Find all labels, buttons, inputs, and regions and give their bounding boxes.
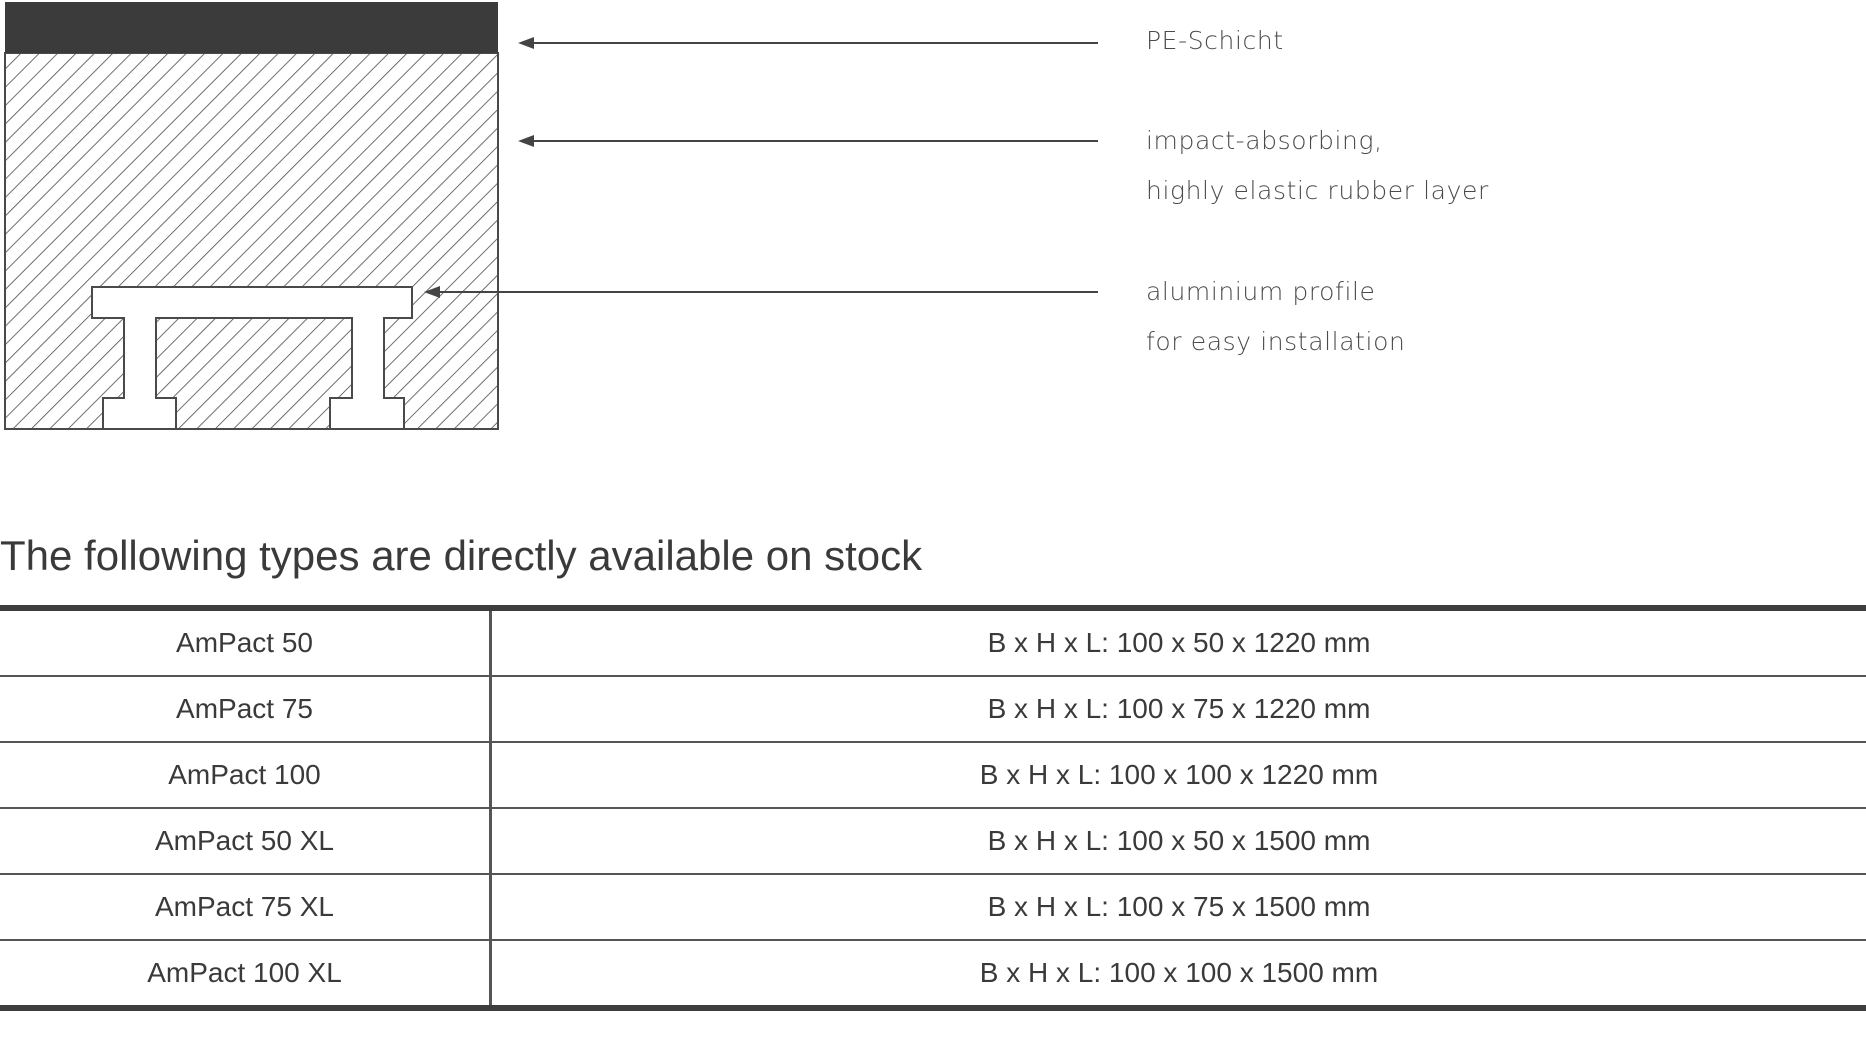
type-dimensions: B x H x L: 100 x 50 x 1220 mm: [987, 627, 1371, 658]
table-row: [0, 808, 1866, 874]
label-aluminium-profile: [1146, 267, 1405, 367]
table-row: [0, 742, 1866, 808]
arrow-rubber-layer: [518, 135, 1098, 147]
cross-section-diagram: [0, 0, 1866, 440]
type-name: AmPact 100: [0, 742, 491, 808]
type-name: AmPact 75: [0, 676, 491, 742]
type-dimensions: B x H x L: 100 x 100 x 1500 mm: [491, 940, 1866, 1008]
rubber-layer: [5, 53, 498, 429]
label-pe-layer: [1146, 16, 1284, 66]
label-pe-layer-line-1: PE-Schicht: [1146, 26, 1284, 55]
table-row: [0, 676, 1866, 742]
label-rubber-layer: [1146, 116, 1489, 216]
type-name: AmPact 100 XL: [0, 940, 491, 1008]
label-rubber-layer-line-1: impact-absorbing,: [1146, 126, 1383, 155]
arrow-pe-layer: [518, 37, 1098, 49]
label-rubber-layer-line-2: highly elastic rubber layer: [1146, 176, 1489, 205]
type-name: AmPact 75 XL: [0, 874, 491, 940]
type-dimensions: B x H x L: 100 x 75 x 1500 mm: [491, 874, 1866, 940]
type-dimensions: B x H x L: 100 x 75 x 1220 mm: [491, 676, 1866, 742]
table-row: [0, 940, 1866, 1008]
table-row: [0, 874, 1866, 940]
pe-layer: [5, 2, 498, 53]
stock-table: [0, 605, 1866, 1011]
label-aluminium-profile-line-2: for easy installation: [1146, 327, 1406, 356]
type-dimensions: B x H x L: 100 x 100 x 1220 mm: [491, 742, 1866, 808]
stock-heading: The following types are directly available on stock: [0, 532, 923, 579]
arrow-aluminium-profile: [424, 286, 1098, 298]
table-row: [0, 608, 1866, 676]
type-name: AmPact 50 XL: [0, 808, 491, 874]
type-dimensions: B x H x L: 100 x 50 x 1500 mm: [491, 808, 1866, 874]
type-name: AmPact 50: [0, 608, 491, 676]
label-aluminium-profile-line-1: aluminium profile: [1146, 277, 1376, 306]
